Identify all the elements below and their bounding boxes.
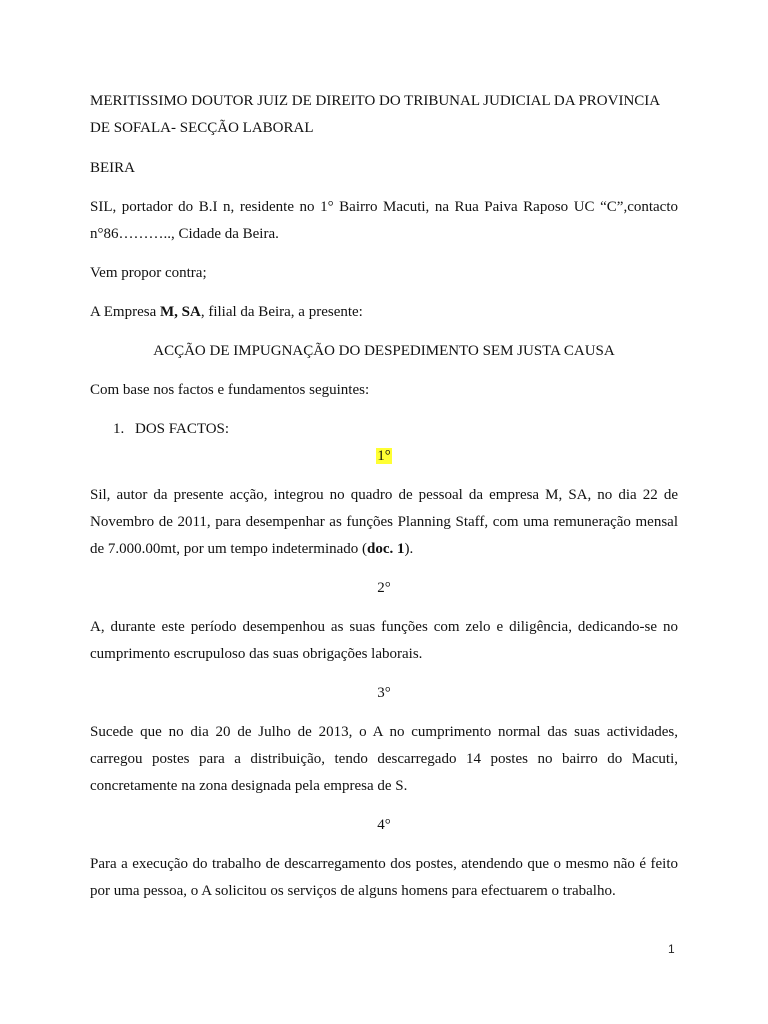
article-3-text: Sucede que no dia 20 de Julho de 2013, o A no cumprimento normal das suas actividades, carregou postes para a distribuição, tendo descarregado 14 postes no bairro do Macuti, concretamente na zona designada pela empresa de S. xyxy=(90,724,678,794)
article-number-1-highlight: 1° xyxy=(377,448,391,464)
action-title: ACÇÃO DE IMPUGNAÇÃO DO DESPEDIMENTO SEM JUSTA CAUSA xyxy=(153,343,615,359)
defendant-prefix: A Empresa xyxy=(90,304,160,320)
article-number-1 xyxy=(90,443,678,470)
article-1-text-after: ). xyxy=(404,541,414,557)
section-number: 1. xyxy=(113,421,125,437)
article-2-text: A, durante este período desempenhou as suas funções com zelo e diligência, dedicando-se no cumprimento escrupuloso das suas obrigações laborais. xyxy=(90,619,678,662)
doc-reference: doc. 1 xyxy=(367,541,405,557)
article-number-2: 2° xyxy=(377,580,391,596)
section-title: DOS FACTOS: xyxy=(135,421,230,437)
vem-propor-line: Vem propor contra; xyxy=(90,265,207,281)
page-number: 1 xyxy=(668,942,675,956)
defendant-suffix: , filial da Beira, a presente: xyxy=(200,304,363,320)
base-text: Com base nos factos e fundamentos seguintes: xyxy=(90,382,370,398)
article-number-4: 4° xyxy=(377,817,391,833)
article-number-3: 3° xyxy=(377,685,391,701)
defendant-line xyxy=(90,299,678,326)
city-line: BEIRA xyxy=(90,160,135,176)
article-4-text: Para a execução do trabalho de descarregamento dos postes, atendendo que o mesmo não é feito por uma pessoa, o A solicitou os serviços de alguns homens para efectuarem o trabalho. xyxy=(90,856,678,899)
plaintiff-identification: SIL, portador do B.I n, residente no 1° Bairro Macuti, na Rua Paiva Raposo UC “C”,contacto n°86……….., Cidade da Beira. xyxy=(90,199,678,242)
section-heading xyxy=(113,416,678,443)
document-page xyxy=(90,88,678,917)
article-1-text-before: Sil, autor da presente acção, integrou no quadro de pessoal da empresa M, SA, no dia 22 de Novembro de 2011, para desempenhar as funções Planning Staff, com uma remuneração mensal de 7.000.00mt, por um tempo indeterminado ( xyxy=(90,487,678,557)
defendant-name: M, SA xyxy=(159,304,201,320)
court-address: MERITISSIMO DOUTOR JUIZ DE DIREITO DO TRIBUNAL JUDICIAL DA PROVINCIA DE SOFALA- SECÇÃO LABORAL xyxy=(90,93,660,136)
article-1-text xyxy=(90,482,678,563)
